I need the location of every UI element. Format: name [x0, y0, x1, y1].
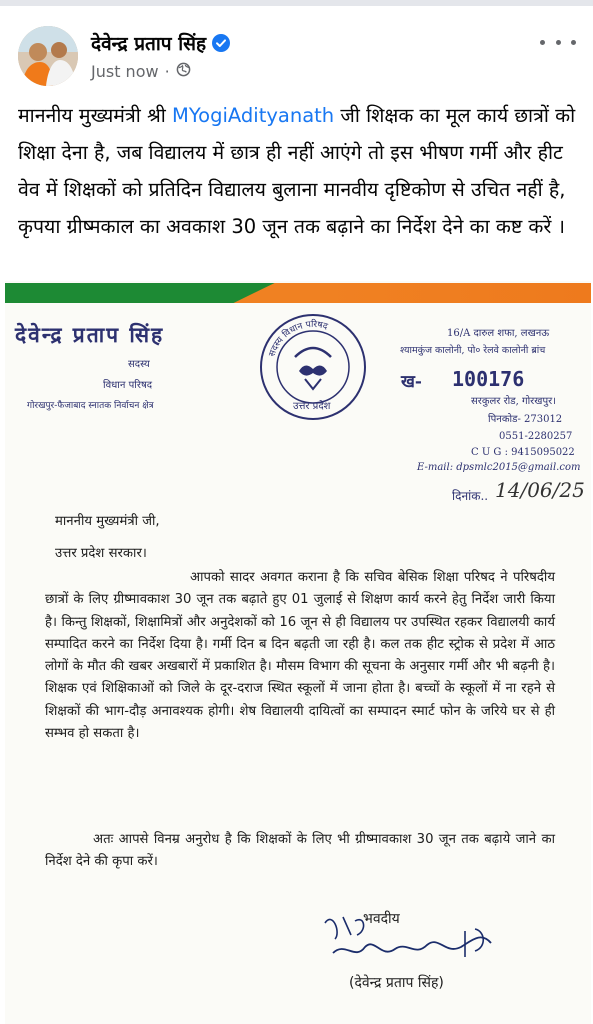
serial-label: ख-: [401, 372, 422, 392]
post-timestamp[interactable]: Just now: [91, 62, 159, 81]
phone-number: 0551-2280257: [499, 431, 573, 442]
post-text: [18, 97, 580, 245]
more-dot: [540, 40, 545, 45]
signature-block: [315, 901, 565, 1011]
emblem-state: उत्तर प्रदेश: [293, 401, 331, 412]
address-line-3: सरकुलर रोड, गोरखपुर।: [471, 396, 557, 407]
letterhead-role: सदस्य: [128, 359, 150, 370]
more-dot: [556, 40, 561, 45]
mention-link[interactable]: MYogiAdityanath: [172, 104, 335, 127]
emblem-ring-text: सदस्य विधान परिषद: [267, 319, 329, 359]
letter-paragraph-2: अतः आपसे विनम्र अनुरोध है कि शिक्षकों के लिए भी ग्रीष्मावकाश 30 जून तक बढ़ाये जाने का निर्देश देने की कृपा करें।: [45, 832, 555, 870]
salutation-line-2: उत्तर प्रदेश सरकार।: [55, 546, 147, 561]
author-name-text[interactable]: देवेन्द्र प्रताप सिंह: [91, 33, 207, 55]
letterhead-name: देवेन्द्र प्रताप सिंह: [15, 322, 165, 347]
letterhead-council: विधान परिषद: [103, 380, 153, 391]
svg-text:सदस्य विधान परिषद: [268, 318, 329, 358]
pincode: पिनकोड- 273012: [488, 414, 563, 425]
closing-text: भवदीय: [363, 911, 400, 927]
letter-paragraph-1: आपको सादर अवगत कराना है कि सचिव बेसिक शिक्षा परिषद ने परिषदीय छात्रों के लिए ग्रीष्मावकाश 30 जून तक बढ़ाते हुए 01 जुलाई से शिक्षण कार्य करने हेतु निर्देश जारी किया है। किन्तु शिक्षकों, शिक्षामित्रों और अनुदेशकों को 16 जून से ही विद्यालय पर उपस्थित रहकर विद्यालयी कार्य सम्पादित करने का निर्देश दिया है। गर्मी दिन ब दिन बढ़ती जा रही है। कल तक हीट स्ट्रोक से प्रदेश में आठ लोगों के मौत की खबर अखबारों में प्रकाशित है। मौसम विभाग की सूचना के अनुसार गर्मी और भी बढ़नी है। शिक्षक एवं शिक्षिकाओं को जिले के दूर-दराज स्थित स्कूलों में जाना होता है। बच्चों के स्कूलों में ना रहने से शिक्षकों की भाग-दौड़ अनावश्यक होगी। शेष विद्यालयी दायित्वों का सम्पादन स्मार्ट फोन के जरिये घर से ही सम्भव हो सकता है।: [45, 570, 555, 742]
salutation-line-1: माननीय मुख्यमंत्री जी,: [55, 514, 160, 529]
date-value: 14/06/25: [495, 478, 585, 502]
author-name[interactable]: [91, 30, 230, 56]
email-address: E-mail: dpsmlc2015@gmail.com: [417, 462, 581, 473]
letterhead-constituency: गोरखपुर-फैजाबाद स्नातक निर्वाचन क्षेत्र: [27, 401, 154, 411]
globe-icon[interactable]: [176, 62, 191, 81]
handwritten-signature: [315, 901, 515, 971]
signature-name: (देवेन्द्र प्रताप सिंह): [349, 975, 444, 991]
address-line-2: श्यामकुंज कालोनी, पो० रेलवे कालोनी ब्रांच: [400, 345, 546, 356]
avatar-photo: [18, 26, 78, 86]
up-emblem-seal: [255, 309, 371, 427]
post-text-rest: जी शिक्षक का मूल कार्य छात्रों को शिक्षा देना है, जब विद्यालय में छात्र ही नहीं आएंगे तो इस भीषण गर्मी और हीट वेव में शिक्षकों को प्रतिदिन विद्यालय बुलाना मानवीय दृष्टिकोण से उचित नहीं है, कृपया ग्रीष्मकाल का अवकाश 30 जून तक बढ़ाने का निर्देश देने का कष्ट करें ।: [18, 104, 576, 238]
address-line-1: 16/A दारुल शफा, लखनऊ: [447, 328, 550, 339]
more-dot: [571, 40, 576, 45]
serial-number: 100176: [452, 367, 525, 391]
feed-top-divider: [0, 0, 593, 6]
author-avatar[interactable]: [18, 26, 78, 86]
post-text-start: माननीय मुख्यमंत्री श्री: [18, 104, 173, 127]
meta-separator: ·: [164, 62, 170, 81]
post-meta: [91, 62, 191, 81]
cug-number: C U G : 9415095022: [471, 447, 575, 458]
verified-badge-icon: [212, 34, 230, 52]
post-photo-letter[interactable]: [5, 281, 591, 1024]
post-header: [0, 10, 593, 90]
more-options-icon[interactable]: [540, 32, 576, 52]
date-label: दिनांक..: [452, 489, 489, 503]
